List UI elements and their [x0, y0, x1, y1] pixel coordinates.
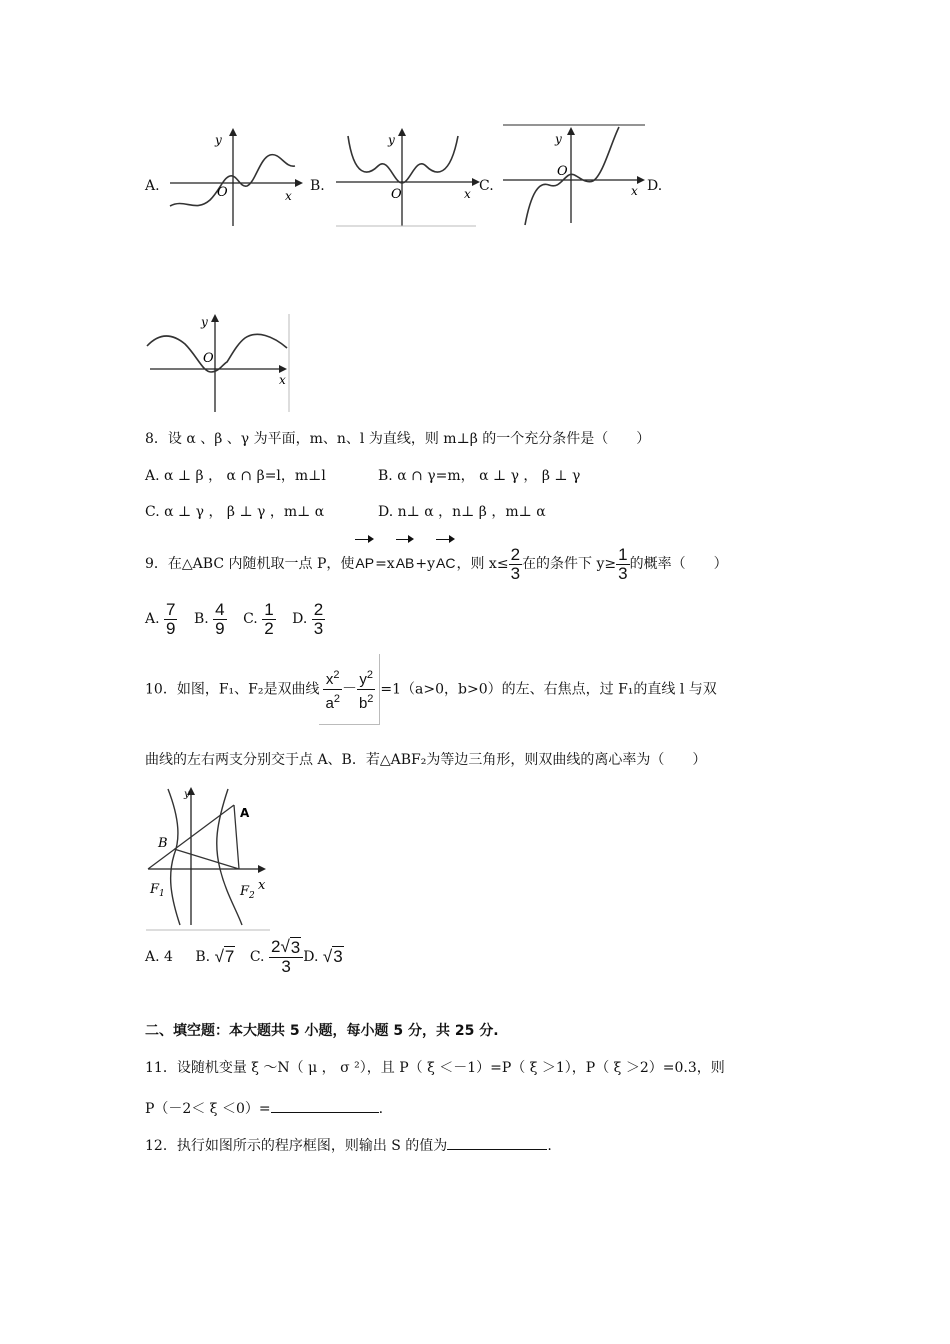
option-a-label: A. — [145, 178, 160, 194]
q10-option-b-label: B. — [195, 949, 211, 965]
q9-option-b-fraction: $\frac{4}{9}$ — [215, 599, 225, 638]
origin-label: O — [203, 351, 214, 366]
graph-option-a — [165, 128, 300, 228]
axis-y-label: y — [215, 133, 222, 147]
axis-x-label: x — [631, 184, 638, 198]
q8-option-b: B. α ∩ γ=m， α ⊥ γ ， β ⊥ γ — [378, 468, 581, 484]
q9-eq-x: =x — [375, 556, 395, 572]
q11-line1: 11．设随机变量 ξ ～N（ μ ， σ ²），且 P（ ξ ＜－1）=P（ ξ ＞1），P（ ξ ＞2）=0.3，则 — [145, 1060, 725, 1076]
q8-option-a: A. α ⊥ β ， α ∩ β=l，m⊥l — [145, 468, 326, 484]
focus-f2-label: $F_2$ — [240, 884, 255, 901]
q12-line: 12．执行如图所示的程序框图，则输出 S 的值为 . — [145, 1135, 552, 1155]
option-c-label: C. — [479, 178, 494, 194]
q8-option-d: D. n⊥ α ，n⊥ β ，m⊥ α — [378, 504, 546, 520]
q9-mid1: ，则 x≤ — [456, 556, 509, 572]
vector-ap: AP — [355, 536, 374, 584]
point-a-label: A — [240, 806, 250, 820]
fraction-one-third: $\frac{1}{3}$ — [618, 544, 628, 583]
axis-x-label: x — [285, 189, 292, 203]
q9-option-c-fraction: $\frac{1}{2}$ — [264, 599, 274, 638]
q10-option-c-label: C. — [249, 949, 265, 965]
graph-option-c — [503, 123, 645, 228]
hyperbola-equation: $\frac{x^2}{a^2}$ － $\frac{y^2}{b^2}$ — [319, 654, 380, 725]
point-b-label: B — [158, 836, 168, 851]
option-d-label: D. — [647, 178, 663, 194]
axis-x-label: x — [258, 878, 266, 893]
q9-option-b-label: B. — [193, 611, 209, 627]
q9-stem — [145, 536, 728, 585]
answer-blank-q11[interactable] — [271, 1098, 379, 1113]
q8-option-c: C. α ⊥ γ ， β ⊥ γ ，m⊥ α — [145, 504, 325, 520]
q9-plus-y: +y — [415, 556, 436, 572]
q10-stem-line1 — [145, 654, 717, 725]
fraction-two-thirds: $\frac{2}{3}$ — [510, 544, 521, 583]
q9-options — [145, 597, 325, 641]
answer-blank-q12[interactable] — [447, 1135, 547, 1150]
axis-y-label: y — [555, 132, 562, 146]
vector-ab: AB — [396, 536, 415, 584]
q9-option-c-label: C. — [243, 611, 258, 627]
axis-y-label: y — [184, 789, 190, 800]
axis-y-label: y — [388, 133, 395, 147]
graph-option-d — [145, 314, 293, 414]
q9-option-d-label: D. — [292, 611, 308, 627]
option-b-label: B. — [310, 178, 325, 194]
q9-prefix: 9．在△ABC 内随机取一点 P，使 — [145, 556, 355, 572]
axis-x-label: x — [464, 187, 471, 201]
focus-f1-label: $F_1$ — [150, 882, 165, 899]
axis-x-label: x — [279, 373, 286, 387]
hyperbola-figure — [146, 785, 271, 933]
q9-option-a-label: A. — [145, 611, 160, 627]
q10-options — [145, 932, 344, 982]
axis-y-label: y — [201, 315, 208, 329]
origin-label: O — [557, 164, 568, 179]
q10-option-c-fraction: $\frac{2√3}{3}$ — [269, 938, 303, 976]
origin-label: O — [217, 185, 228, 200]
q10-suffix: =1（a>0，b>0）的左、右焦点，过 F₁的直线 l 与双 — [380, 681, 717, 698]
q10-option-b-sqrt: √7 — [214, 947, 235, 966]
q8-stem: 8．设 α 、β 、γ 为平面，m、n、l 为直线，则 m⊥β 的一个充分条件是（ ） — [145, 431, 651, 447]
q10-option-d-sqrt: √3 — [322, 947, 343, 966]
q9-option-a-fraction: $\frac{7}{9}$ — [166, 599, 176, 638]
q10-option-a: A. 4 — [145, 949, 173, 965]
q10-stem-line2: 曲线的左右两支分别交于点 A、B．若△ABF₂为等边三角形，则双曲线的离心率为（ ） — [145, 752, 707, 768]
q10-option-d-label: D. — [303, 949, 319, 965]
q10-prefix: 10．如图，F₁、F₂是双曲线 — [145, 681, 320, 698]
graph-option-b — [336, 128, 478, 228]
origin-label: O — [391, 187, 402, 202]
q9-suffix: 的概率（ ） — [629, 556, 728, 572]
section-heading: 二、填空题：本大题共 5 小题，每小题 5 分，共 25 分. — [145, 1023, 499, 1039]
vector-ac: AC — [436, 536, 455, 584]
q11-line2: P（－2＜ ξ ＜0）= . — [145, 1098, 383, 1118]
q9-mid2: 在的条件下 y≥ — [522, 556, 617, 572]
q9-option-d-fraction: $\frac{2}{3}$ — [313, 599, 324, 638]
